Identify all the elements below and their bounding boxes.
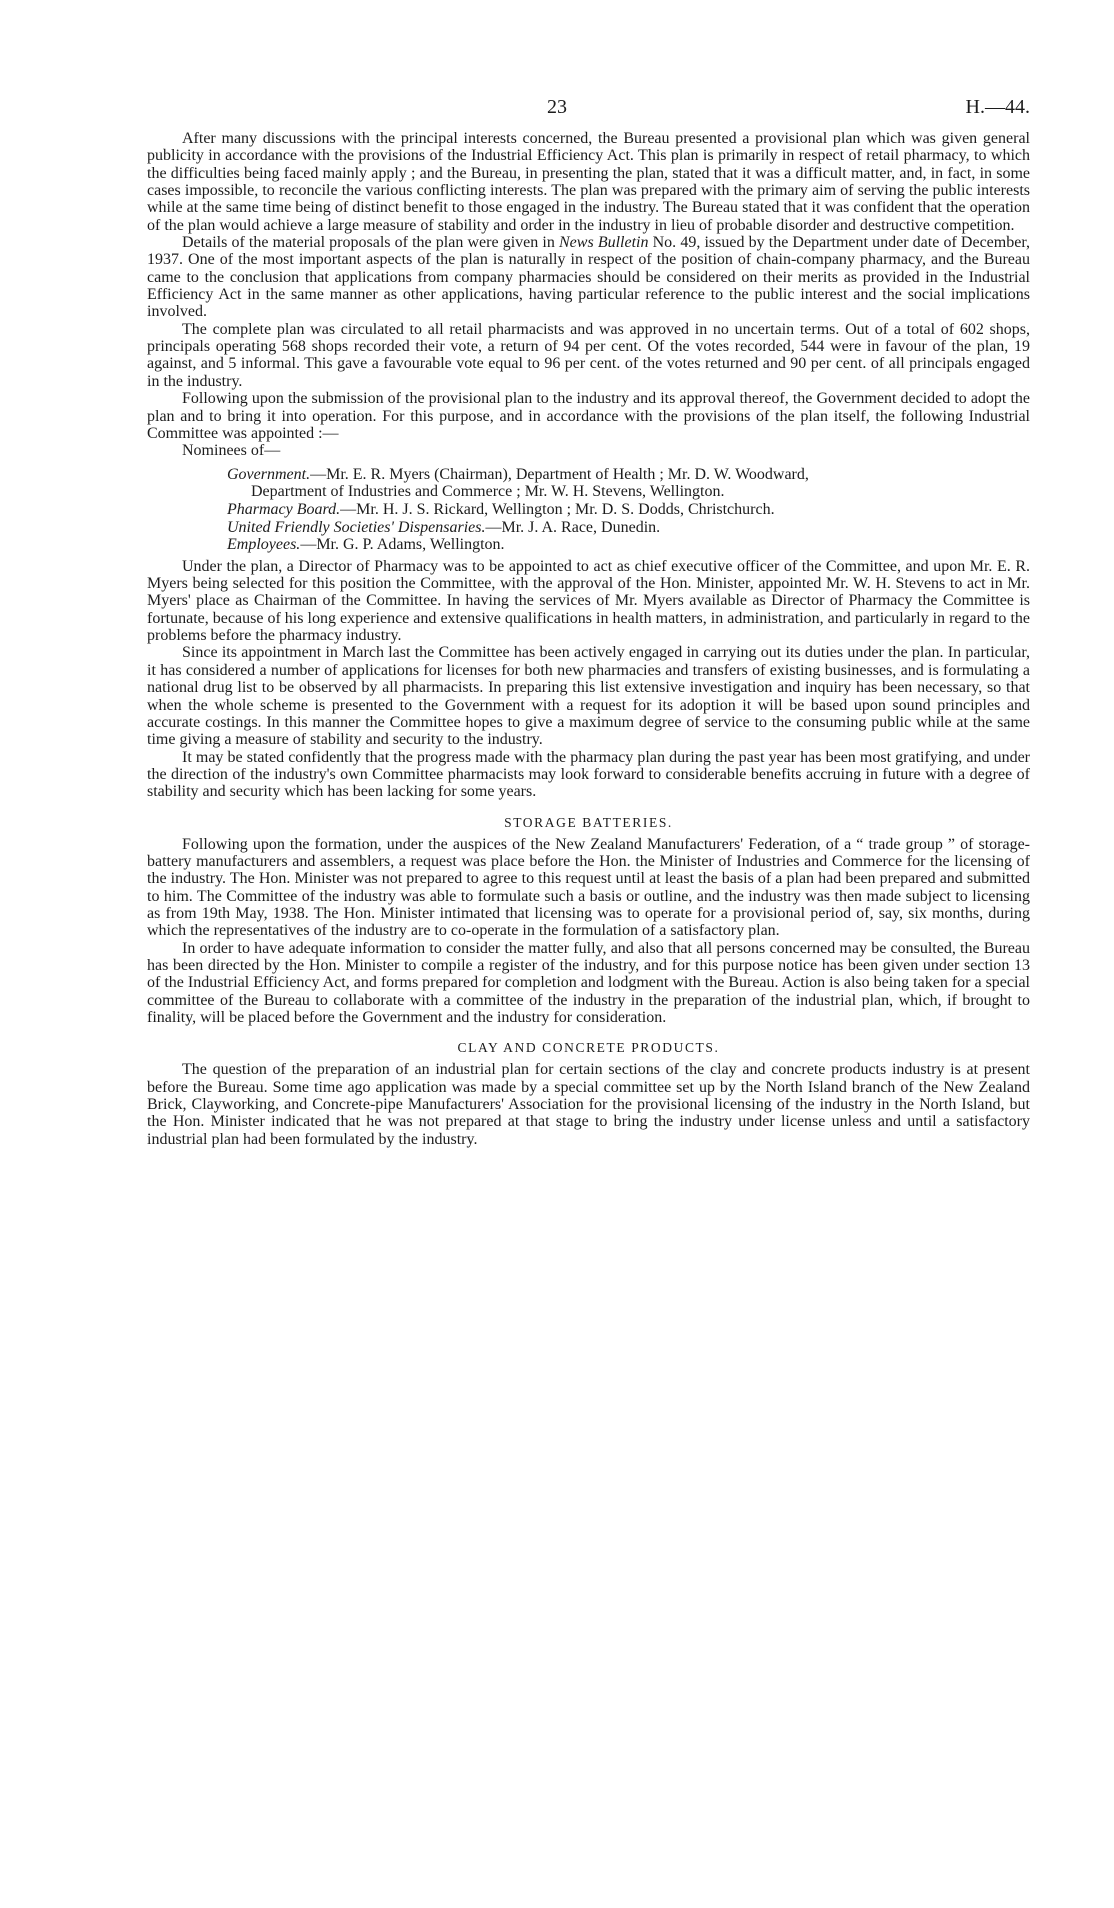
- clay-concrete-section: [147, 1040, 1030, 1148]
- paragraph: Details of the material proposals of the plan were given in News Bulletin No. 49, issued by the Department under date of December, 1937. One of the most important aspects of the plan is naturally in respect of the position of chain-company pharmacy, and the Bureau came to the conclusion that applications from company pharmacies should be considered on their merits as provided in the Industrial Efficiency Act in the same manner as other applications, having particular reference to the public interest and the social implications involved.: [147, 234, 1031, 321]
- paragraph: It may be stated confidently that the progress made with the pharmacy plan during the past year has been most gratifying, and under the direction of the industry's own Committee pharmacists may look forward to considerable benefits accruing in future with a degree of stability and security which has been lacking for some years.: [147, 748, 1030, 801]
- paragraph: Following upon the submission of the provisional plan to the industry and its approval thereof, the Government decided to adopt the plan and to bring it into operation. For this purpose, and in accordance with the provisions of the plan itself, the following Industrial Committee was appointed :—: [147, 390, 1030, 442]
- storage-batteries-section: [147, 815, 1030, 1027]
- nominee-item: [147, 501, 1030, 519]
- nominees-intro: Nominees of—: [182, 442, 281, 460]
- paragraph: The complete plan was circulated to all retail pharmacists and was approved in no uncertain terms. Out of a total of 602 shops, principals operating 568 shops recorded their vote, a return of 94 per cent. Of the votes recorded, 544 were in favour of the plan, 19 against, and 5 informal. This gave a favourable vote equal to 96 per cent. of the votes returned and 90 per cent. of all principals engaged in the industry.: [147, 320, 1030, 390]
- paragraph: In order to have adequate information to consider the matter fully, and also that all persons concerned may be consulted, the Bureau has been directed by the Hon. Minister to compile a register of the industry, and for this purpose notice has been given under section 13 of the Industrial Efficiency Act, and forms prepared for completion and lodgment with the Bureau. Action is also being taken for a special committee of the Bureau to collaborate with a committee of the industry in the preparation of the industrial plan, which, if brought to finality, will be placed before the Government and the industry for consideration.: [147, 939, 1030, 1026]
- page-header: [147, 96, 1030, 130]
- document-reference: H.—44.: [965, 96, 1030, 118]
- paragraph: Under the plan, a Director of Pharmacy was to be appointed to act as chief executive officer of the Committee, and upon Mr. E. R. Myers being selected for this position the Committee, with the approval of the Hon. Minister, appointed Mr. W. H. Stevens to act in Mr. Myers' place as Chairman of the Committee. In having the services of Mr. Myers available as Director of Pharmacy the Committee is fortunate, because of his long experience and extensive qualifications in health matters, in administration, and particularly in regard to the problems before the pharmacy industry.: [147, 557, 1030, 645]
- section-heading: CLAY AND CONCRETE PRODUCTS.: [457, 1040, 720, 1056]
- paragraph: After many discussions with the principal interests concerned, the Bureau presented a provisional plan which was given general publicity in accordance with the provisions of the Industrial Efficiency Act. This plan is primarily in respect of retail pharmacy, to which the difficulties being faced mainly apply ; and the Bureau, in presenting the plan, stated that it was a difficult matter, and, in fact, in some cases impossible, to reconcile the various conflicting interests. The plan was prepared with the primary aim of serving the public interests while at the same time being of distinct benefit to those engaged in the industry. The Bureau stated that it was confident that the operation of the plan would achieve a large measure of stability and order in the industry in lieu of probable disorder and destructive competition.: [147, 130, 1030, 234]
- nominee-members-continued: Department of Industries and Commerce ; Mr. W. H. Stevens, Wellington.: [251, 483, 725, 501]
- paragraph: Since its appointment in March last the Committee has been actively engaged in carrying out its duties under the plan. In particular, it has considered a number of applications for licenses for both new pharmacies and transfers of existing businesses, and is formulating a national drug list to be observed by all pharmacists. In preparing this list extensive investigation and inquiry has been necessary, so that when the whole scheme is presented to the Government with a request for its adoption it will be based upon sound principles and accurate costings. In this manner the Committee hopes to give a maximum degree of service to the consuming public while at the same time giving a measure of stability and security to the industry.: [147, 644, 1030, 749]
- publication-title: News Bulletin: [559, 234, 649, 252]
- document-page: [147, 96, 1030, 1148]
- paragraph: The question of the preparation of an industrial plan for certain sections of the clay and concrete products industry is at present before the Bureau. Some time ago application was made by a special committee set up by the North Island branch of the New Zealand Brick, Clayworking, and Concrete-pipe Manufacturers' Association for the provisional licensing of the industry in the North Island, but the Hon. Minister indicated that he was not prepared at that stage to bring the industry under license unless and until a satisfactory industrial plan had been formulated by the industry.: [147, 1061, 1030, 1148]
- nominee-item: [147, 536, 1030, 554]
- section-heading: STORAGE BATTERIES.: [504, 814, 673, 830]
- nominee-group: Pharmacy Board.: [227, 500, 341, 518]
- nominee-list: [147, 466, 1030, 554]
- page-number: 23: [547, 96, 567, 118]
- paragraph: Following upon the formation, under the auspices of the New Zealand Manufacturers' Federation, of a “ trade group ” of storage-battery manufacturers and assemblers, a request was place before the Hon. the Minister of Industries and Commerce for the licensing of the industry. The Hon. Minister was not prepared to agree to this request until at least the basis of a plan had been prepared and submitted to him. The Committee of the industry was able to formulate such a basis or outline, and the industry was then made subject to licensing as from 19th May, 1938. The Hon. Minister intimated that licensing was to operate for a provisional period of, say, six months, during which the representatives of the industry are to co-operate in the formulation of a satisfactory plan.: [147, 835, 1030, 940]
- nominee-group: Employees.: [227, 536, 301, 554]
- nominee-members: —Mr. H. J. S. Rickard, Wellington ; Mr. D. S. Dodds, Christchurch.: [340, 500, 775, 518]
- nominee-members: —Mr. G. P. Adams, Wellington.: [300, 536, 505, 554]
- nominee-item: [147, 519, 1030, 537]
- nominee-members: —Mr. E. R. Myers (Chairman), Department of Health ; Mr. D. W. Woodward,: [310, 465, 809, 483]
- nominee-group: Government.: [227, 465, 311, 483]
- nominee-members: —Mr. J. A. Race, Dunedin.: [485, 518, 661, 536]
- pharmacy-section: [147, 130, 1030, 801]
- nominee-group: United Friendly Societies' Dispensaries.: [227, 518, 486, 536]
- nominee-item: [147, 466, 1030, 501]
